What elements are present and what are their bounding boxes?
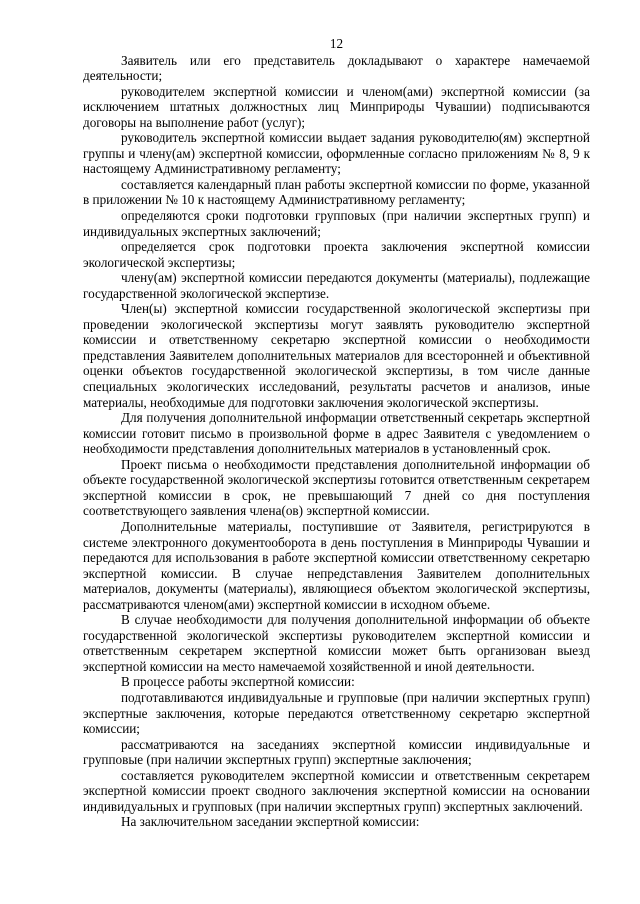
paragraph: определяются сроки подготовки групповых (при наличии экспертных групп) и индивидуальных экспертных заключений; [83, 208, 590, 239]
page-number: 12 [329, 36, 344, 51]
paragraph: подготавливаются индивидуальные и групповые (при наличии экспертных групп) экспертные заключения, которые передаются ответственному секретарю экспертной комиссии; [83, 689, 590, 737]
paragraph: определяется срок подготовки проекта заключения экспертной комиссии экологической экспертизы; [83, 239, 590, 270]
paragraph: Член(ы) экспертной комиссии государственной экологической экспертизы при проведении экологической экспертизы могут заявлять руководителю экспертной комиссии и ответственному секретарю экспертной комиссии о необходимости представления Заявителем дополнительных материалов для всесторонней и объективной оценки объектов государственной экологической экспертизы, в том числе данные специальных экологических исследований, результаты расчетов и анализов, иные материалы, необходимые для подготовки заключения экологической экспертизы. [83, 301, 590, 410]
paragraph: составляется календарный план работы экспертной комиссии по форме, указанной в приложении № 10 к настоящему Административному регламенту; [83, 176, 590, 208]
paragraph: Дополнительные материалы, поступившие от Заявителя, регистрируются в системе электронного документооборота в день поступления в Минприроды Чувашии и передаются для использования в работе экспертной комиссии ответственному секретарю экспертной комиссии. В случае непредставления Заявителем дополнительных материалов, документы (материалы), являющиеся объектом экологической экспертизы, рассматриваются членом(ами) экспертной комиссии в исходном объеме. [83, 518, 590, 612]
paragraph: Заявитель или его представитель докладывают о характере намечаемой деятельности; [83, 52, 590, 84]
paragraph: Проект письма о необходимости представления дополнительной информации об объекте государственной экологической экспертизы готовится ответственным секретарем экспертной комиссии в срок, не превышающий 7 дней со дня поступления соответствующего заявления члена(ов) экспертной комиссии. [83, 456, 590, 519]
paragraph: руководитель экспертной комиссии выдает задания руководителю(ям) экспертной группы и члену(ам) экспертной комиссии, оформленные согласно приложениям № 8, 9 к настоящему Административному регламенту; [83, 130, 590, 177]
paragraph: В процессе работы экспертной комиссии: [121, 674, 355, 690]
paragraph: руководителем экспертной комиссии и членом(ами) экспертной комиссии (за исключением штатных должностных лиц Минприроды Чувашии) подписываются договоры на выполнение работ (услуг); [83, 83, 590, 130]
paragraph: члену(ам) экспертной комиссии передаются документы (материалы), подлежащие государственной экологической экспертизе. [83, 270, 590, 301]
paragraph: Для получения дополнительной информации ответственный секретарь экспертной комиссии готовит письмо в произвольной форме в адрес Заявителя с уведомлением о необходимости представления дополнительных материалов в установленный срок. [83, 410, 590, 457]
paragraph: составляется руководителем экспертной комиссии и ответственным секретарем экспертной комиссии проект сводного заключения экспертной комиссии на основании индивидуальных и групповых (при наличии экспертных групп) экспертных заключений. [83, 767, 590, 814]
paragraph: В случае необходимости для получения дополнительной информации об объекте государственной экологической экспертизы руководителем экспертной комиссии и ответственным секретарем экспертной комиссии может быть организован выезд экспертной комиссии на место намечаемой хозяйственной и иной деятельности. [83, 612, 590, 674]
paragraph: рассматриваются на заседаниях экспертной комиссии индивидуальные и групповые (при наличии экспертных групп) экспертные заключения; [83, 736, 590, 768]
paragraph: На заключительном заседании экспертной комиссии: [121, 814, 420, 830]
